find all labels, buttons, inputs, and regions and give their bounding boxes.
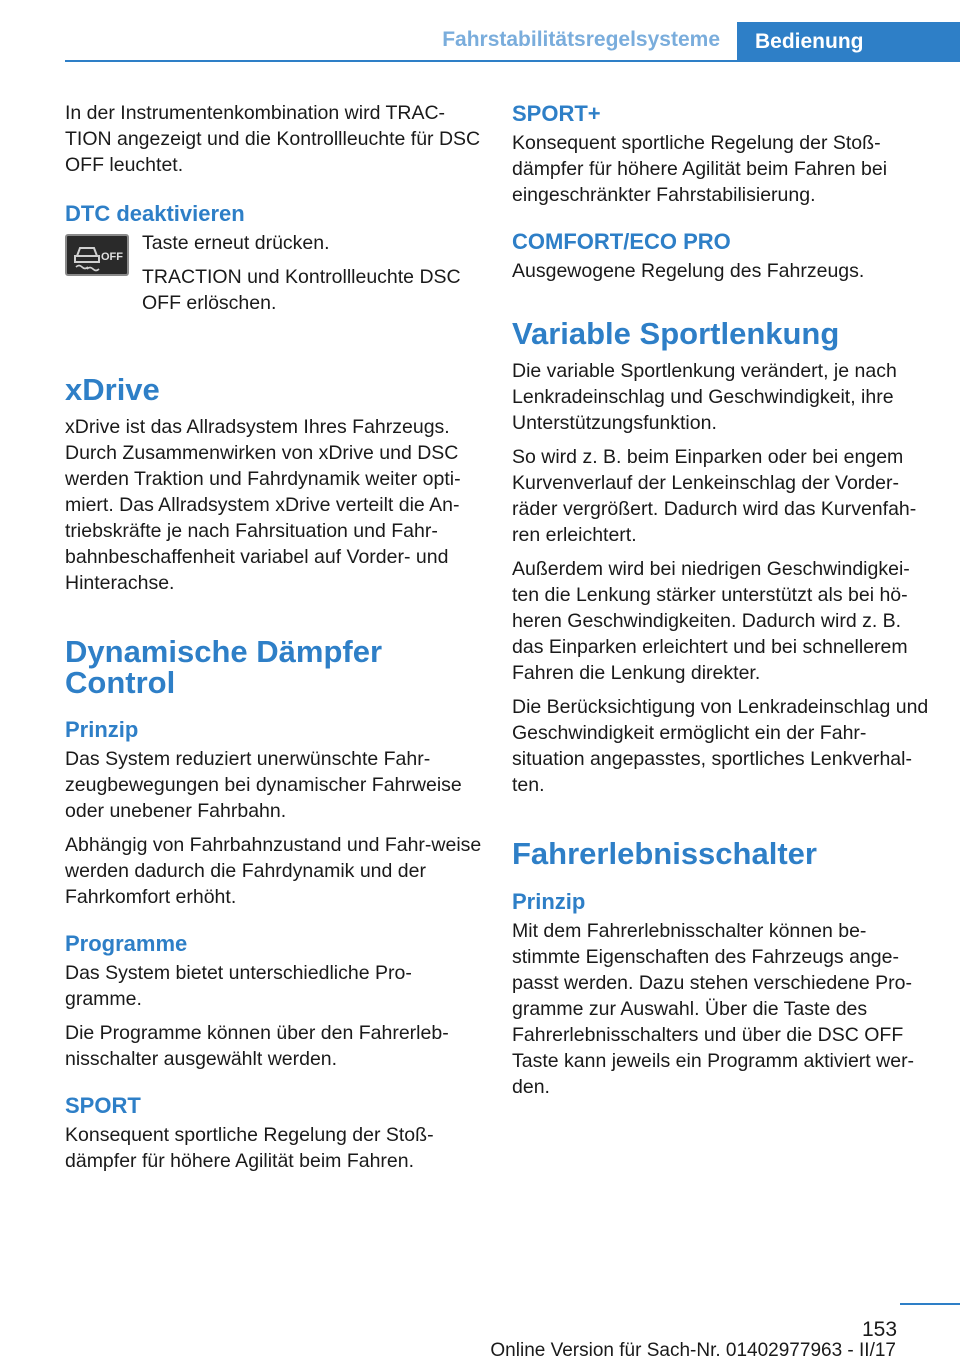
programme-paragraph-2: Die Programme können über den Fahrerleb-nisschalter ausgewählt werden.: [65, 1022, 449, 1070]
sport-heading: SPORT: [65, 1093, 141, 1118]
dtc-step-1: Taste erneut drücken.: [142, 232, 330, 254]
xdrive-paragraph: xDrive ist das Allradsystem Ihres Fahrzeugs. Durch Zusammenwirken von xDrive und DSC werden Traktion und Fahrdynamik weiter opti-miert. Das Allradsystem xDrive verteilt die An-triebskräfte je nach Fahrsituation und Fahr-bahnbeschaffenheit variabel auf Vorder- und Hinterachse.: [65, 416, 461, 594]
dtc-instruction: [65, 230, 485, 316]
sportplus-paragraph: Konsequent sportliche Regelung der Stoß-dämpfer für höhere Agilität beim Fahren bei eingeschränkter Fahrstabilisierung.: [512, 132, 888, 206]
xdrive-heading: xDrive: [65, 372, 160, 407]
dsc-off-button-icon: [65, 234, 129, 276]
footer-note: Online Version für Sach-Nr. 01402977963 - II/17: [490, 1340, 896, 1361]
dtc-step-2-text: TRACTION und Kontrollleuchte DSC OFF erlöschen.: [142, 266, 461, 314]
comfort-heading: COMFORT/ECO PRO: [512, 229, 731, 254]
fes-heading: Fahrerlebnisschalter: [512, 836, 817, 871]
prinzip-paragraph-2: Abhängig von Fahrbahnzustand und Fahr-weise werden dadurch die Fahrdynamik und der Fahrkomfort erhöht.: [65, 834, 482, 908]
prinzip-paragraph-1: Das System reduziert unerwünschte Fahr-zeugbewegungen bei dynamischer Fahrweise oder unebener Fahrbahn.: [65, 748, 462, 822]
footer-rule: [900, 1303, 960, 1305]
dtc-step-2: [142, 264, 485, 316]
dtc-heading: DTC deaktivieren: [65, 201, 245, 226]
ddc-heading: Dynamische Dämpfer Control: [65, 634, 383, 700]
header-section-title: Fahrstabilitätsregelsysteme: [442, 28, 720, 51]
page-number: 153: [862, 1318, 898, 1341]
vsl-paragraph-1: Die variable Sportlenkung verändert, je nach Lenkradeinschlag und Geschwindigkeit, ihre Unterstützungsfunktion.: [512, 360, 897, 434]
fes-prinzip-heading: Prinzip: [512, 889, 586, 914]
programme-paragraph-1: Das System bietet unterschiedliche Pro-gramme.: [65, 962, 412, 1010]
page-header: [0, 0, 960, 66]
programme-heading: Programme: [65, 931, 188, 956]
left-column: [65, 100, 485, 1182]
vsl-paragraph-3: Außerdem wird bei niedrigen Geschwindigkei-ten die Lenkung stärker unterstützt als bei hö-heren Geschwindigkeiten. Dadurch wird z. B. das Einparken erleichtert und bei schnellerem Fahren die Lenkung direkter.: [512, 558, 910, 684]
right-column: [512, 100, 932, 1108]
intro-paragraph: In der Instrumentenkombination wird TRAC-TION angezeigt und die Kontrollleuchte für DSC OFF leuchtet.: [65, 102, 481, 176]
header-rule: [65, 60, 960, 62]
vsl-paragraph-4: Die Berücksichtigung von Lenkradeinschlag und Geschwindigkeit ermöglicht ein der Fahr-situation angepasstes, sportliches Lenkverhal-ten.: [512, 696, 929, 796]
sport-paragraph: Konsequent sportliche Regelung der Stoß-dämpfer für höhere Agilität beim Fahren.: [65, 1124, 434, 1172]
fes-paragraph: Mit dem Fahrerlebnisschalter können be-stimmte Eigenschaften des Fahrzeugs ange-passt werden. Dazu stehen verschiedene Pro-gramme zur Auswahl. Über die Taste des Fahrerlebnisschalters und über die DSC OFF Taste kann jeweils ein Programm aktiviert wer-den.: [512, 920, 915, 1098]
header-chapter-tab: Bedienung: [737, 22, 960, 61]
prinzip-heading: Prinzip: [65, 717, 139, 742]
comfort-paragraph: Ausgewogene Regelung des Fahrzeugs.: [512, 260, 865, 282]
dsc-icon-off-label: OFF: [101, 251, 123, 263]
sportplus-heading: SPORT+: [512, 101, 601, 126]
vsl-paragraph-2: So wird z. B. beim Einparken oder bei engem Kurvenverlauf der Lenkeinschlag der Vorder-räder vergrößert. Dadurch wird das Kurvenfah-ren erleichtert.: [512, 446, 917, 546]
vsl-heading: Variable Sportlenkung: [512, 316, 840, 351]
